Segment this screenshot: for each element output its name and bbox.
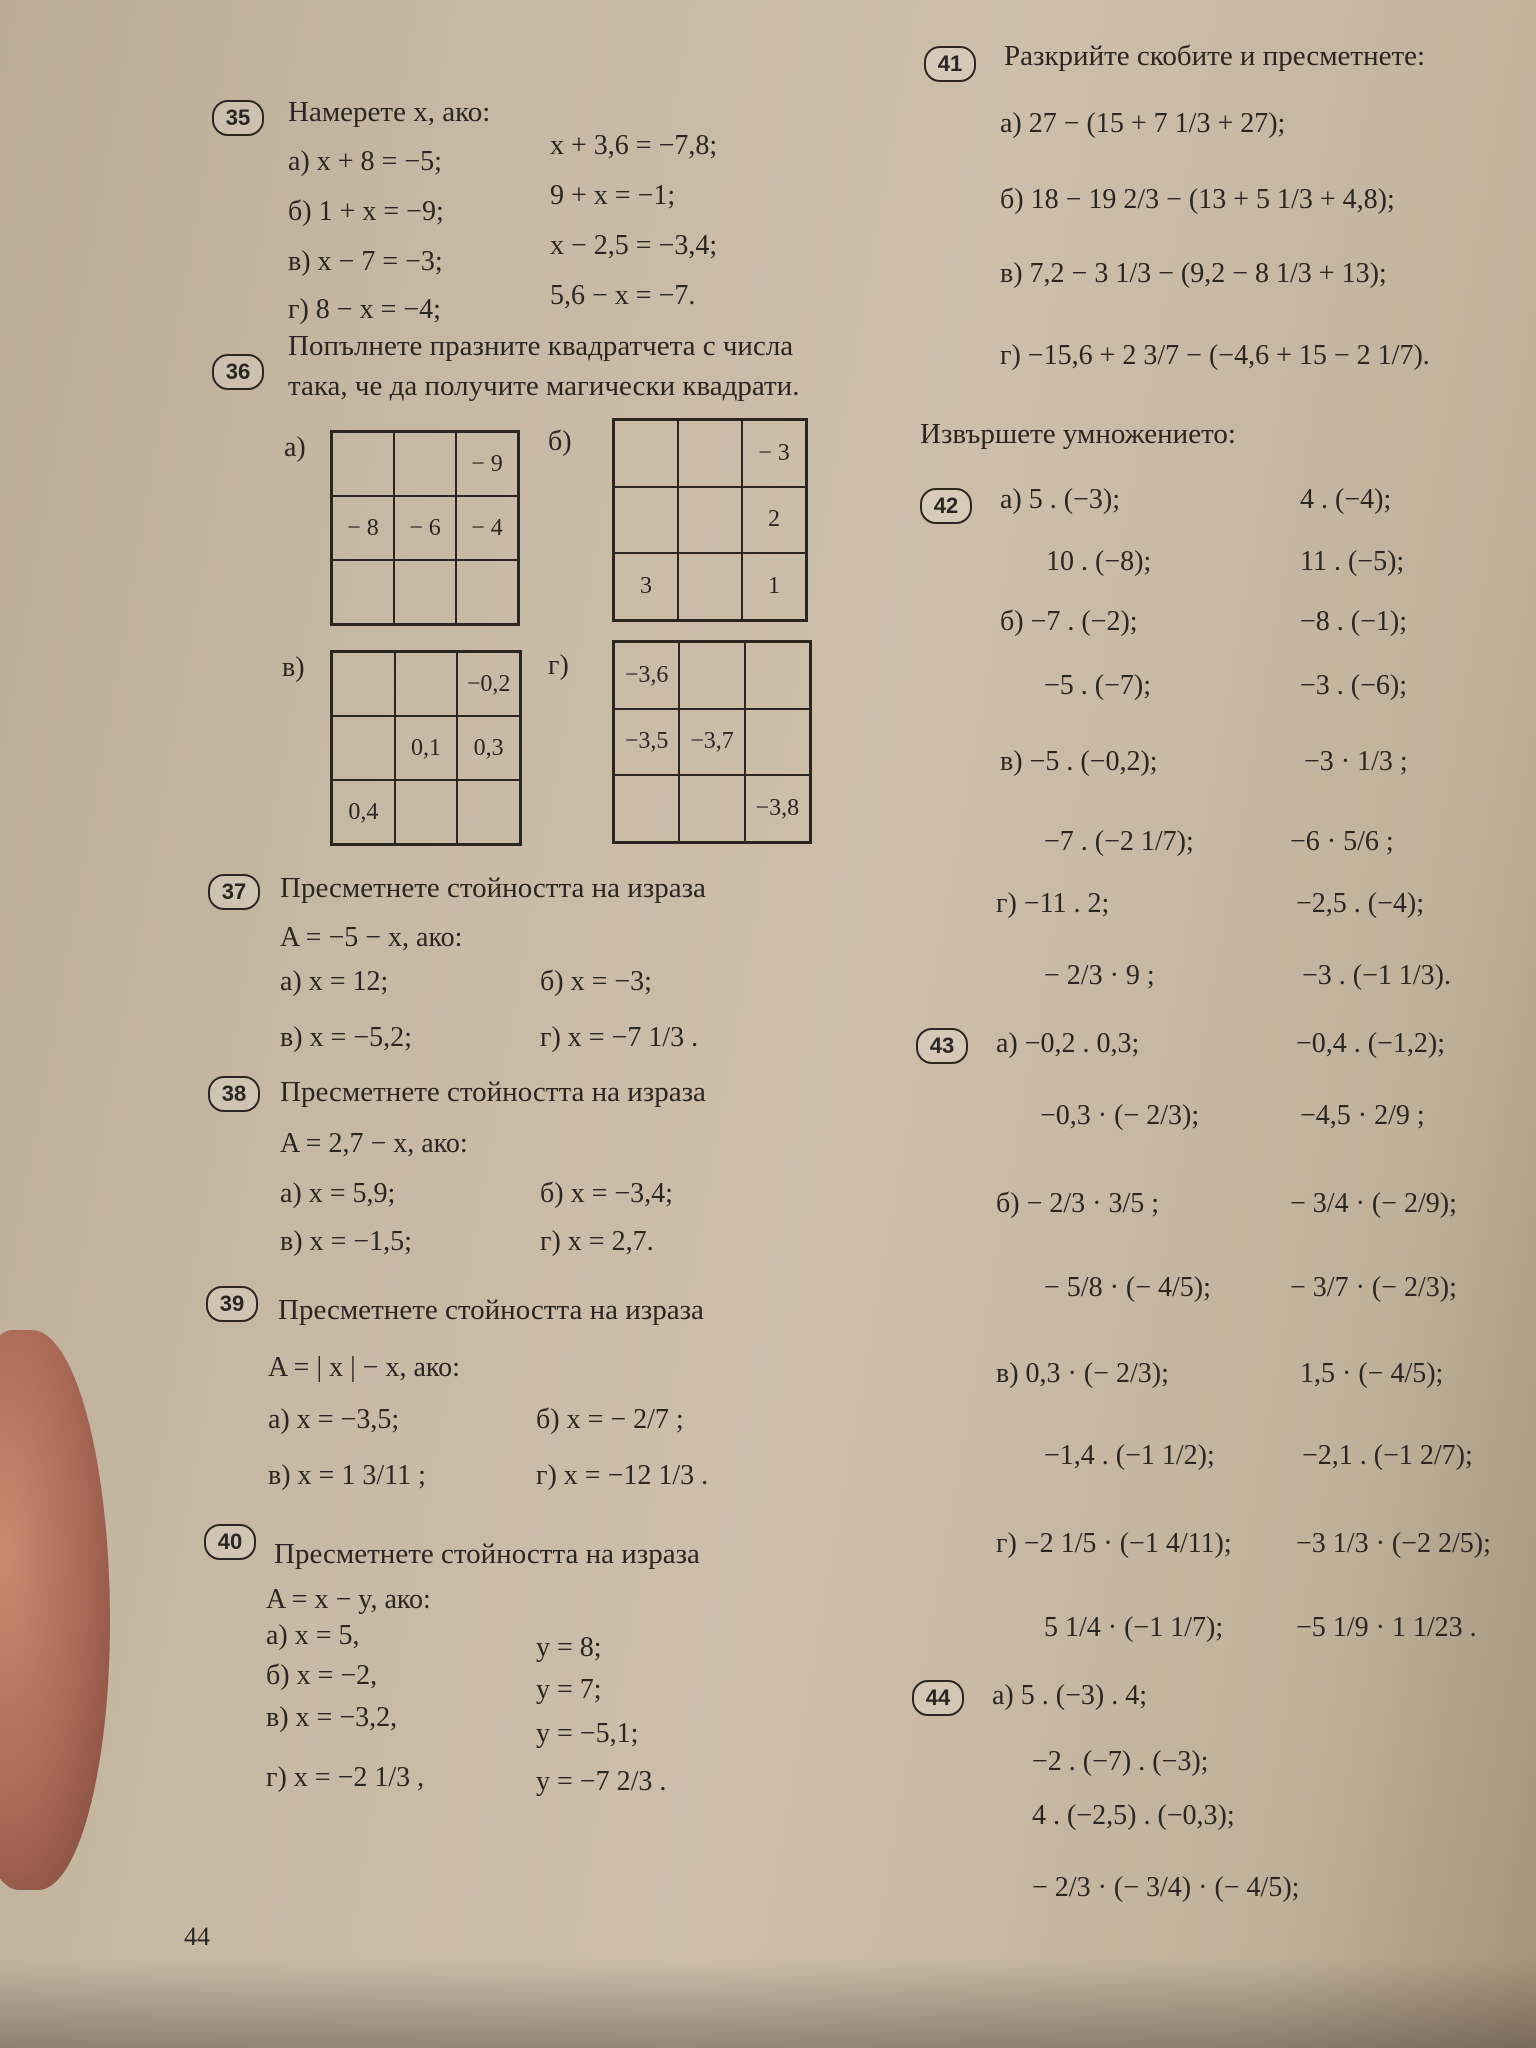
- problem-43-item: г) −2 1/5 · (−1 4/11);: [996, 1528, 1232, 1559]
- magic-square-cell: [745, 642, 810, 709]
- magic-square-a: [330, 430, 520, 626]
- finger: [0, 1330, 110, 1890]
- magic-square-cell: [678, 553, 742, 620]
- problem-35-item: 5,6 − x = −7.: [550, 280, 696, 311]
- magic-square-cell: − 6: [394, 496, 456, 560]
- magic-square-cell: [678, 420, 742, 487]
- magic-square-cell: [679, 775, 744, 842]
- problem-36-title: така, че да получите магически квадрати.: [288, 370, 800, 402]
- problem-39-item: а) x = −3,5;: [268, 1404, 400, 1435]
- problem-43-item: −2,1 . (−1 2/7);: [1302, 1440, 1473, 1471]
- magic-square-cell: [394, 560, 456, 624]
- problem-35-item: г) 8 − x = −4;: [288, 294, 441, 325]
- problem-43-item: 1,5 · (− 4/5);: [1300, 1358, 1444, 1389]
- problem-42-item: 10 . (−8);: [1046, 546, 1152, 577]
- problem-40-title: Пресметнете стойността на израза: [274, 1538, 700, 1570]
- problem-38-item: б) x = −3,4;: [540, 1178, 673, 1209]
- magic-square-cell: [332, 652, 395, 716]
- magic-square-cell: [614, 420, 678, 487]
- problem-37-item: г) x = −7 1/3 .: [540, 1022, 699, 1053]
- page-shadow: [0, 1958, 1536, 2048]
- problem-44-item: а) 5 . (−3) . 4;: [992, 1680, 1147, 1711]
- problem-37-item: б) x = −3;: [540, 966, 652, 997]
- problem-43-item: 5 1/4 · (−1 1/7);: [1044, 1612, 1224, 1643]
- magic-square-cell: −3,6: [614, 642, 679, 709]
- magic-square-cell: [614, 487, 678, 554]
- problem-40-item: б) x = −2,: [266, 1660, 378, 1691]
- magic-square-cell: −3,7: [679, 709, 744, 776]
- problem-35-item: x + 3,6 = −7,8;: [550, 130, 718, 161]
- problem-43-item: б) − 2/3 · 3/5 ;: [996, 1188, 1160, 1219]
- problem-38-number: 38: [208, 1076, 260, 1112]
- problem-35-item: x − 2,5 = −3,4;: [550, 230, 718, 261]
- problem-35-item: а) x + 8 = −5;: [288, 146, 442, 177]
- magic-square-cell: [332, 716, 395, 780]
- magic-square-cell: 1: [742, 553, 806, 620]
- problem-41-item: в) 7,2 − 3 1/3 − (9,2 − 8 1/3 + 13);: [1000, 258, 1387, 289]
- magic-square-cell: 2: [742, 487, 806, 554]
- problem-44-item: −2 . (−7) . (−3);: [1032, 1746, 1209, 1777]
- problem-42-item: г) −11 . 2;: [996, 888, 1110, 919]
- magic-square-d: [612, 640, 812, 844]
- problem-40-formula: A = x − y, ако:: [266, 1584, 431, 1615]
- problem-40-item: y = 8;: [536, 1632, 602, 1663]
- problem-42-number: 42: [920, 488, 972, 524]
- problem-41-item: г) −15,6 + 2 3/7 − (−4,6 + 15 − 2 1/7).: [1000, 340, 1430, 371]
- problem-42-item: −6 · 5/6 ;: [1290, 826, 1394, 857]
- problem-38-item: а) x = 5,9;: [280, 1178, 396, 1209]
- magic-square-c: [330, 650, 522, 846]
- problem-42-item: 4 . (−4);: [1300, 484, 1392, 515]
- magic-square-cell: − 3: [742, 420, 806, 487]
- magic-square-cell: 0,1: [395, 716, 458, 780]
- problem-36-number: 36: [212, 354, 264, 390]
- problem-42-item: −3 . (−6);: [1300, 670, 1408, 701]
- square-label: а): [284, 432, 306, 463]
- problem-42-item: −5 . (−7);: [1044, 670, 1152, 701]
- problem-38-item: в) x = −1,5;: [280, 1226, 412, 1257]
- problem-35-title: Намерете x, ако:: [288, 96, 491, 128]
- problem-39-title: Пресметнете стойността на израза: [278, 1294, 704, 1326]
- problem-43-item: − 5/8 · (− 4/5);: [1044, 1272, 1211, 1303]
- problem-41-number: 41: [924, 46, 976, 82]
- problem-40-item: в) x = −3,2,: [266, 1702, 398, 1733]
- magic-square-cell: [332, 560, 394, 624]
- magic-square-cell: −0,2: [457, 652, 520, 716]
- magic-square-cell: [395, 780, 458, 844]
- problem-43-item: а) −0,2 . 0,3;: [996, 1028, 1140, 1059]
- problem-42-item: −7 . (−2 1/7);: [1044, 826, 1194, 857]
- problem-40-item: y = −7 2/3 .: [536, 1766, 667, 1797]
- multiply-heading: Извършете умножението:: [920, 418, 1236, 450]
- problem-39-item: б) x = − 2/7 ;: [536, 1404, 684, 1435]
- square-label: г): [548, 650, 569, 681]
- problem-35-item: 9 + x = −1;: [550, 180, 676, 211]
- magic-square-cell: −3,5: [614, 709, 679, 776]
- magic-square-cell: 0,4: [332, 780, 395, 844]
- magic-square-cell: − 4: [456, 496, 518, 560]
- problem-43-item: − 3/4 · (− 2/9);: [1290, 1188, 1457, 1219]
- problem-40-item: а) x = 5,: [266, 1620, 360, 1651]
- magic-square-cell: [332, 432, 394, 496]
- problem-42-item: −8 . (−1);: [1300, 606, 1408, 637]
- problem-43-item: −0,3 · (− 2/3);: [1040, 1100, 1200, 1131]
- problem-39-number: 39: [206, 1286, 258, 1322]
- problem-37-title: Пресметнете стойността на израза: [280, 872, 706, 904]
- problem-40-item: y = 7;: [536, 1674, 602, 1705]
- problem-44-item: − 2/3 · (− 3/4) · (− 4/5);: [1032, 1872, 1300, 1903]
- problem-44-item: 4 . (−2,5) . (−0,3);: [1032, 1800, 1235, 1831]
- magic-square-b: [612, 418, 808, 622]
- square-label: в): [282, 652, 305, 683]
- problem-37-item: в) x = −5,2;: [280, 1022, 412, 1053]
- problem-39-item: г) x = −12 1/3 .: [536, 1460, 709, 1491]
- problem-40-item: г) x = −2 1/3 ,: [266, 1762, 425, 1793]
- magic-square-cell: [614, 775, 679, 842]
- problem-38-formula: A = 2,7 − x, ако:: [280, 1128, 468, 1159]
- problem-42-item: в) −5 . (−0,2);: [1000, 746, 1158, 777]
- magic-square-cell: [456, 560, 518, 624]
- magic-square-cell: [678, 487, 742, 554]
- problem-43-item: − 3/7 · (− 2/3);: [1290, 1272, 1457, 1303]
- problem-41-item: а) 27 − (15 + 7 1/3 + 27);: [1000, 108, 1286, 139]
- problem-42-item: − 2/3 · 9 ;: [1044, 960, 1155, 991]
- problem-41-title: Разкрийте скобите и пресметнете:: [1004, 40, 1426, 72]
- problem-40-item: y = −5,1;: [536, 1718, 639, 1749]
- magic-square-cell: [679, 642, 744, 709]
- square-label: б): [548, 426, 572, 457]
- magic-square-cell: − 9: [456, 432, 518, 496]
- problem-44-number: 44: [912, 1680, 964, 1716]
- magic-square-cell: [745, 709, 810, 776]
- problem-37-formula: A = −5 − x, ако:: [280, 922, 463, 953]
- problem-35-item: в) x − 7 = −3;: [288, 246, 443, 277]
- problem-43-item: −4,5 · 2/9 ;: [1300, 1100, 1425, 1131]
- magic-square-cell: − 8: [332, 496, 394, 560]
- problem-36-title: Попълнете празните квадратчета с числа: [288, 330, 794, 362]
- problem-42-item: а) 5 . (−3);: [1000, 484, 1120, 515]
- magic-square-cell: −3,8: [745, 775, 810, 842]
- problem-43-item: −0,4 . (−1,2);: [1296, 1028, 1446, 1059]
- problem-38-title: Пресметнете стойността на израза: [280, 1076, 706, 1108]
- magic-square-cell: 3: [614, 553, 678, 620]
- problem-43-item: −5 1/9 · 1 1/23 .: [1296, 1612, 1477, 1643]
- problem-35-number: 35: [212, 100, 264, 136]
- problem-39-formula: A = | x | − x, ако:: [268, 1352, 460, 1383]
- problem-41-item: б) 18 − 19 2/3 − (13 + 5 1/3 + 4,8);: [1000, 184, 1395, 215]
- page-number: 44: [184, 1922, 210, 1951]
- magic-square-cell: 0,3: [457, 716, 520, 780]
- problem-39-item: в) x = 1 3/11 ;: [268, 1460, 426, 1491]
- problem-43-item: −1,4 . (−1 1/2);: [1044, 1440, 1215, 1471]
- problem-42-item: б) −7 . (−2);: [1000, 606, 1138, 637]
- problem-42-item: −3 · 1/3 ;: [1304, 746, 1408, 777]
- magic-square-cell: [394, 432, 456, 496]
- problem-35-item: б) 1 + x = −9;: [288, 196, 444, 227]
- problem-37-item: а) x = 12;: [280, 966, 389, 997]
- magic-square-cell: [395, 652, 458, 716]
- problem-42-item: −3 . (−1 1/3).: [1302, 960, 1452, 991]
- magic-square-cell: [457, 780, 520, 844]
- problem-40-number: 40: [204, 1524, 256, 1560]
- problem-42-item: 11 . (−5);: [1300, 546, 1405, 577]
- problem-43-item: −3 1/3 · (−2 2/5);: [1296, 1528, 1491, 1559]
- problem-43-number: 43: [916, 1028, 968, 1064]
- problem-42-item: −2,5 . (−4);: [1296, 888, 1425, 919]
- problem-38-item: г) x = 2,7.: [540, 1226, 654, 1257]
- problem-43-item: в) 0,3 · (− 2/3);: [996, 1358, 1169, 1389]
- problem-37-number: 37: [208, 874, 260, 910]
